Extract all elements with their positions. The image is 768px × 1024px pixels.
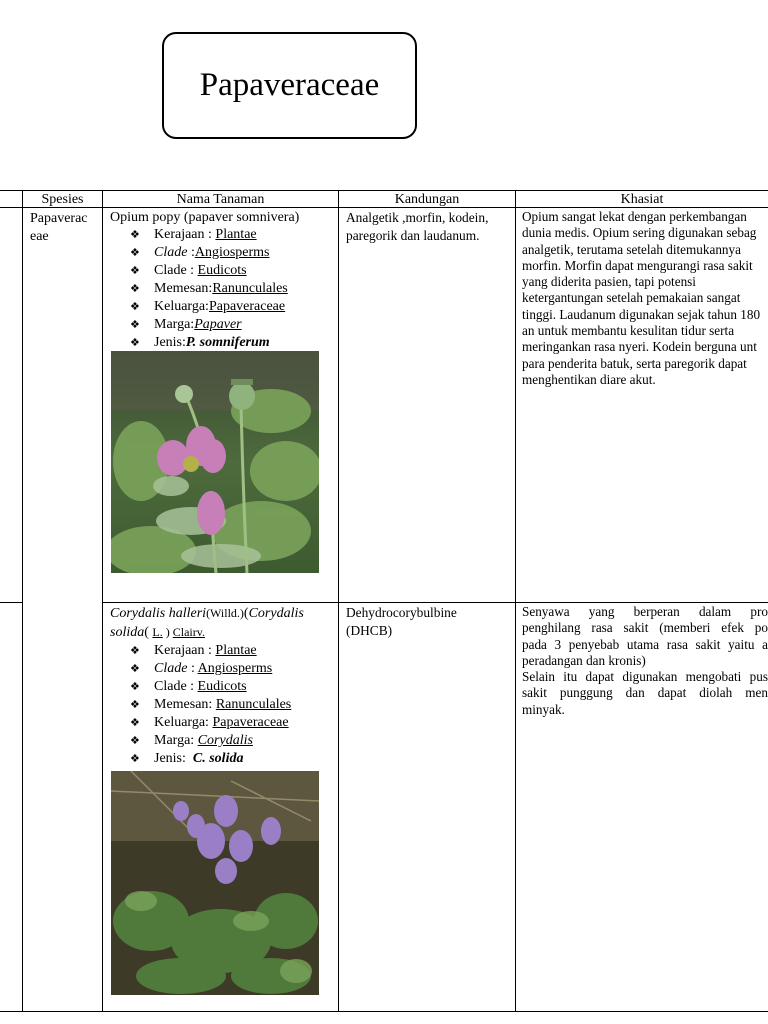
taxonomy-item: ❖ Jenis:P. somniferum — [110, 334, 338, 352]
khasiat-line: minyak. — [522, 701, 565, 717]
khasiat-line: yang diderita pasien, tapi potensi — [522, 274, 696, 290]
row2-kandungan — [346, 604, 514, 640]
khasiat-line: pada 3 penyebab utama rasa sakit yaitu a — [522, 636, 768, 652]
row2-khasiat — [522, 604, 768, 718]
header-khasiat: Khasiat — [620, 192, 664, 207]
khasiat-line: Opium sangat lekat dengan perkembangan — [522, 209, 747, 224]
kandungan-line: paregorik dan laudanum. — [346, 227, 480, 243]
khasiat-line: an untuk membantu kesulitan tidur serta — [522, 323, 735, 339]
plant-scientific-name: Corydalis halleri(Willd.)(Corydalis solida( L. ) Clairv. — [110, 606, 304, 640]
khasiat-line: analgetik, terutama setelah ditemukannya — [522, 241, 741, 257]
khasiat-line: dunia medis. Opium sering digunakan sebag — [522, 225, 757, 241]
taxonomy-item: ❖ Jenis: C. solida — [110, 750, 338, 768]
khasiat-line: morfin. Morfin dapat mengurangi rasa sakit — [522, 257, 753, 273]
khasiat-line: penghilang rasa sakit (memberi efek po — [522, 620, 768, 636]
taxonomy-item: ❖ Keluarga:Papaveraceae — [110, 298, 338, 316]
taxonomy-item: ❖ Clade : Eudicots — [110, 262, 338, 280]
khasiat-line: Senyawa yang berperan dalam pro — [522, 604, 768, 619]
header-kandungan: Kandungan — [394, 192, 460, 207]
spesies-line: Papaverac — [30, 211, 88, 226]
corydalis-photo — [111, 771, 319, 995]
khasiat-line: meringankan rasa nyeri. Kodein berguna unt — [522, 339, 757, 355]
kandungan-line: Dehydrocorybulbine — [346, 605, 457, 620]
plant-common-name: Opium popy (papaver somnivera) — [110, 210, 300, 225]
opium-poppy-photo — [111, 351, 319, 573]
taxonomy-list — [110, 226, 338, 352]
header-spesies: Spesies — [41, 192, 84, 207]
row2-nama-tanaman — [110, 604, 338, 768]
taxonomy-list — [110, 642, 338, 768]
kandungan-line: (DHCB) — [346, 622, 393, 638]
spesies-cell — [30, 210, 88, 246]
taxonomy-item: ❖ Clade : Angiosperms — [110, 660, 338, 678]
khasiat-line: sakit punggung dan dapat diolah men — [522, 685, 768, 701]
taxonomy-item: ❖ Marga:Papaver — [110, 316, 338, 334]
taxonomy-item: ❖ Kerajaan : Plantae — [110, 642, 338, 660]
taxonomy-item: ❖ Clade : Eudicots — [110, 678, 338, 696]
taxonomy-item: ❖ Kerajaan : Plantae — [110, 226, 338, 244]
khasiat-line: menghentikan diare akut. — [522, 371, 656, 387]
row1-khasiat — [522, 209, 768, 388]
row1-kandungan — [346, 209, 514, 245]
taxonomy-item: ❖ Clade :Angiosperms — [110, 244, 338, 262]
page-title: Papaveraceae — [162, 32, 417, 139]
header-nama-tanaman: Nama Tanaman — [176, 192, 265, 207]
taxonomy-item: ❖ Memesan: Ranunculales — [110, 696, 338, 714]
khasiat-line: ketergantungan setelah pemakaian sangat — [522, 290, 741, 306]
khasiat-line: tinggi. Laudanum digunakan sejak tahun 180 — [522, 306, 761, 322]
khasiat-line: peradangan dan kronis) — [522, 652, 646, 668]
taxonomy-item: ❖ Memesan:Ranunculales — [110, 280, 338, 298]
spesies-line: eae — [30, 229, 49, 244]
taxonomy-item: ❖ Keluarga: Papaveraceae — [110, 714, 338, 732]
row1-nama-tanaman — [110, 209, 338, 352]
khasiat-line: Selain itu dapat digunakan mengobati pus — [522, 669, 768, 685]
kandungan-line: Analgetik ,morfin, kodein, — [346, 210, 489, 225]
khasiat-line: para penderita batuk, serta paregorik dapat — [522, 355, 747, 371]
taxonomy-item: ❖ Marga: Corydalis — [110, 732, 338, 750]
